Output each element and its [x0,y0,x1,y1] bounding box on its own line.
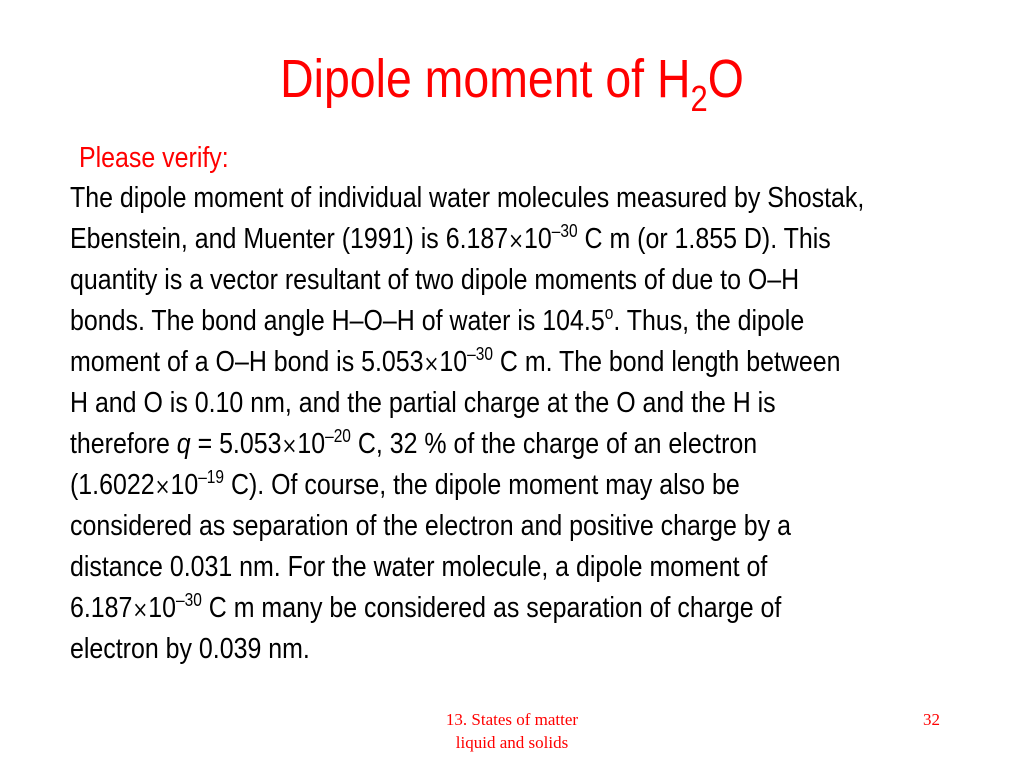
body-text-segment: (1.6022 [70,469,155,501]
body-text-segment: 10 [148,592,177,624]
times-symbol: × [281,434,298,459]
body-text-segment: C m. The bond length between [492,346,841,378]
exponent: –20 [325,426,351,446]
title-subscript: 2 [690,78,708,119]
body-line-1: The dipole moment of individual water molecules measured by Shostak, [70,182,865,214]
body-text-segment: 10 [297,428,326,460]
page-number: 32 [923,710,940,729]
body-line-4 [70,301,982,342]
exponent: –19 [198,467,225,487]
body-text-segment: C m many be considered as separation of charge of [201,592,782,624]
body-text-segment: moment of a O–H bond is 5.053 [70,346,424,378]
body-line-12: electron by 0.039 nm. [70,633,310,665]
subheading: Please verify: [79,142,229,174]
slide-title [72,46,953,118]
exponent: –30 [551,221,578,241]
exponent: –30 [467,344,493,364]
body-text-segment: therefore [70,428,177,460]
body-text-segment: 10 [523,223,552,255]
body-line-10: distance 0.031 nm. For the water molecule, a dipole moment of [70,551,768,583]
body-line-2 [70,219,982,260]
times-symbol: × [508,229,524,254]
body-text-segment: bonds. The bond angle H–O–H of water is 104.5 [70,305,605,337]
times-symbol: × [423,352,440,377]
body-text-segment: . Thus, the dipole [613,305,805,337]
times-symbol: × [132,598,149,623]
body-line-3: quantity is a vector resultant of two dipole moments of due to O–H [70,264,800,296]
title-text-end: O [707,49,744,109]
body-line-11 [70,588,982,629]
body-text-segment: C). Of course, the dipole moment may also be [224,469,740,501]
degree-superscript: o [604,303,614,323]
body-line-6: H and O is 0.10 nm, and the partial charge at the O and the H is [70,387,776,419]
body-text-segment: C m (or 1.855 D). This [577,223,831,255]
body-line-9: considered as separation of the electron and positive charge by a [70,510,791,542]
body-line-7 [70,424,982,465]
body-line-8 [70,465,982,506]
body-text-segment: 6.187 [70,592,133,624]
charge-variable: q [176,428,191,460]
title-text: Dipole moment of H [280,49,691,109]
body-text [70,178,982,670]
body-text-segment: C, 32 % of the charge of an electron [350,428,758,460]
exponent: –30 [176,590,202,610]
body-text-segment: Ebenstein, and Muenter (1991) is 6.187 [70,223,509,255]
body-text-segment: = 5.053 [190,428,282,460]
body-text-segment: 10 [439,346,468,378]
footer-course-label [362,708,662,754]
footer-line-1: 13. States of matter [445,710,579,729]
body-line-5 [70,342,982,383]
times-symbol: × [154,475,171,500]
body-text-segment: 10 [170,469,199,501]
footer-line-2: liquid and solids [455,733,569,752]
